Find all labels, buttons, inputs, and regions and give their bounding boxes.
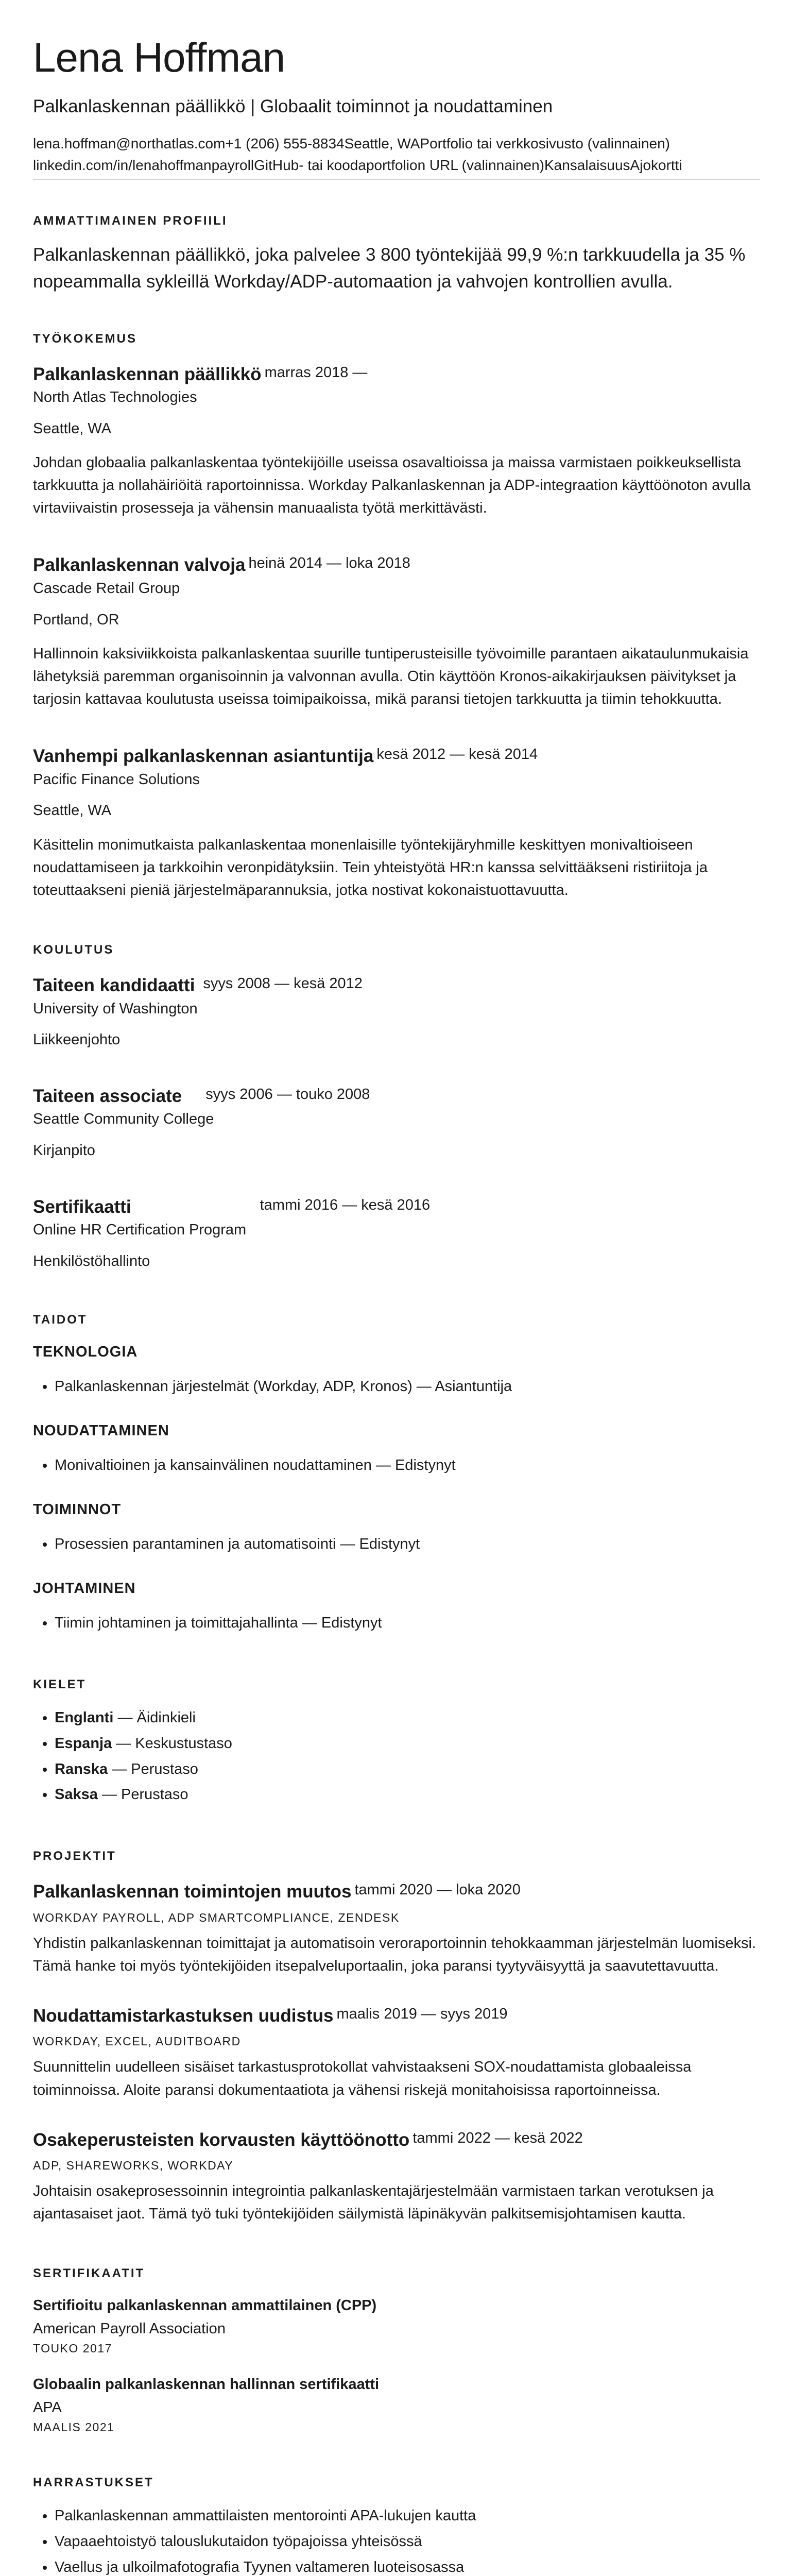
degree-title: Sertifikaatti bbox=[33, 1196, 131, 1217]
section-title: HARRASTUKSET bbox=[33, 2476, 154, 2490]
skill-group bbox=[33, 1580, 760, 1636]
languages-section bbox=[33, 1679, 760, 1808]
certifications-section bbox=[33, 2267, 760, 2434]
skill-group-title: NOUDATTAMINEN bbox=[33, 1422, 169, 1439]
experience-section bbox=[33, 333, 760, 902]
job-description: Johdan globaalia palkanlaskentaa työntekijöille useissa osavaltioissa ja maissa varmistaen poikkeuksellista tarkkuutta ja nollahäiriöitä raportoinnissa. Workday Palkanlaskennan ja ADP-integraation käyttöönoton avulla virtaviivaistin prosesseja ja vähensin manuaalista työtä merkittävästi. bbox=[33, 454, 751, 517]
language-level: — Keskustustaso bbox=[112, 1735, 232, 1752]
skill-group-title: TOIMINNOT bbox=[33, 1501, 122, 1518]
company-name: Pacific Finance Solutions bbox=[33, 771, 200, 788]
education-dates: syys 2006 — touko 2008 bbox=[205, 1086, 370, 1103]
section-title: KOULUTUS bbox=[33, 943, 114, 957]
language-name: Saksa bbox=[55, 1786, 98, 1803]
language-name: Ranska bbox=[55, 1760, 108, 1777]
language-level: — Perustaso bbox=[97, 1786, 188, 1803]
school-name: Seattle Community College bbox=[33, 1111, 214, 1128]
company-name: North Atlas Technologies bbox=[33, 389, 197, 405]
company-name: Cascade Retail Group bbox=[33, 580, 180, 597]
language-name: Espanja bbox=[55, 1735, 112, 1752]
field-of-study: Henkilöstöhallinto bbox=[33, 1252, 150, 1269]
interests-section bbox=[33, 2477, 760, 2576]
certification-date: MAALIS 2021 bbox=[33, 2420, 115, 2434]
job-description: Hallinnoin kaksiviikkoista palkanlaskentaa suurille tuntiperusteisille työvoimille parantaen aikataulunmukaisia lähetyksiä paremman organisoinnin ja valvonnan avulla. Otin käyttöön Kronos-aikakirjauksen päivitykset ja tarjosin kattavaa koulutusta useissa toimipaikoissa, mikä paransi tietojen tarkkuutta ja tiimin tehokkuutta. bbox=[33, 646, 749, 708]
header-divider bbox=[33, 179, 760, 180]
section-title: TAIDOT bbox=[33, 1313, 88, 1327]
education-dates: tammi 2016 — kesä 2016 bbox=[260, 1196, 431, 1213]
school-name: Online HR Certification Program bbox=[33, 1222, 247, 1239]
section-title: SERTIFIKAATIT bbox=[33, 2266, 145, 2281]
experience-entry bbox=[33, 553, 760, 710]
project-name: Osakeperusteisten korvausten käyttöönotto bbox=[33, 2129, 410, 2150]
section-title: KIELET bbox=[33, 1677, 87, 1691]
job-description: Käsittelin monimutkaista palkanlaskentaa monenlaisille työntekijäryhmille keskittyen monivaltioiseen noudattamiseen ja tarkkoihin veronpidätyksiin. Tein yhteistyötä HR:n kanssa selvittääkseni ristiriitoja ja toteuttaakseni pieniä järjestelmäparannuksia, jotka nostivat kokonaistuottavuutta. bbox=[33, 837, 708, 899]
project-entry bbox=[33, 2128, 760, 2226]
certification-date: TOUKO 2017 bbox=[33, 2342, 112, 2355]
language-level: — Perustaso bbox=[108, 1760, 198, 1777]
profile-summary: Palkanlaskennan päällikkö, joka palvelee 3 800 työntekijää 99,9 %:n tarkkuudella ja 35 % nopeammalla sykleillä Workday/ADP-automaation ja vahvojen kontrollien avulla. bbox=[33, 244, 746, 292]
certification-issuer: APA bbox=[33, 2399, 62, 2416]
project-technologies: ADP, SHAREWORKS, WORKDAY bbox=[33, 2159, 234, 2173]
contact-line: lena.hoffman@northatlas.com+1 (206) 555-8834Seattle, WAPortfolio tai verkkosivusto (valinnainen) bbox=[33, 135, 670, 151]
language-name: Englanti bbox=[55, 1709, 114, 1726]
section-title: AMMATTIMAINEN PROFIILI bbox=[33, 213, 228, 228]
field-of-study: Kirjanpito bbox=[33, 1142, 95, 1159]
projects-section bbox=[33, 1850, 760, 2225]
certification-entry bbox=[33, 2376, 760, 2434]
skill-group-title: TEKNOLOGIA bbox=[33, 1344, 138, 1361]
certification-name: Sertifioitu palkanlaskennan ammattilainen (CPP) bbox=[33, 2297, 377, 2314]
skill-group bbox=[33, 1422, 760, 1479]
job-title: Palkanlaskennan päällikkö bbox=[33, 364, 262, 384]
skill-group bbox=[33, 1344, 760, 1400]
interest-item: • Vaellus ja ulkoilmafotografia Tyynen valtameren luoteisosassa bbox=[55, 2555, 760, 2576]
skills-section bbox=[33, 1314, 760, 1636]
job-location: Portland, OR bbox=[33, 611, 119, 628]
language-item bbox=[55, 1705, 760, 1731]
job-dates: heinä 2014 — loka 2018 bbox=[248, 555, 410, 572]
education-entry bbox=[33, 1084, 760, 1161]
language-item bbox=[55, 1757, 760, 1783]
project-technologies: WORKDAY, EXCEL, AUDITBOARD bbox=[33, 2035, 241, 2048]
project-dates: tammi 2022 — kesä 2022 bbox=[412, 2129, 583, 2146]
certification-name: Globaalin palkanlaskennan hallinnan sertifikaatti bbox=[33, 2376, 380, 2393]
project-description: Yhdistin palkanlaskennan toimittajat ja automatisoin veroraportoinnin tehokkaamman järjestelmän luomiseksi. Tämä hanke toi myös työntekijöiden itsepalveluportaalin, joka paransi tyytyväisyyttä ja saavutettavuutta. bbox=[33, 1935, 756, 1974]
job-title: Palkanlaskennan valvoja bbox=[33, 555, 246, 575]
project-description: Suunnittelin uudelleen sisäiset tarkastusprotokollat vahvistaakseni SOX-noudattamista globaaleissa toiminnoissa. Aloite paransi dokumentaatiota ja vähensi riskejä monitahoisissa raportoinneissa. bbox=[33, 2059, 692, 2098]
skill-item: • Prosessien parantaminen ja automatisointi — Edistynyt bbox=[55, 1532, 760, 1557]
field-of-study: Liikkeenjohto bbox=[33, 1031, 121, 1048]
project-description: Johtaisin osakeprosessoinnin integrointia palkanlaskentajärjestelmään varmistaen tarkan verotuksen ja ajantasaiset jaot. Tämä työ tuki työntekijöiden säilymistä läpinäkyvän palkitsemisjohtamisen kautta. bbox=[33, 2183, 714, 2223]
project-entry bbox=[33, 2004, 760, 2102]
certification-issuer: American Payroll Association bbox=[33, 2320, 226, 2337]
skill-group bbox=[33, 1501, 760, 1557]
experience-entry bbox=[33, 744, 760, 902]
education-entry bbox=[33, 1195, 760, 1272]
project-name: Palkanlaskennan toimintojen muutos bbox=[33, 1882, 352, 1902]
section-title: TYÖKOKEMUS bbox=[33, 331, 137, 346]
interest-item: • Palkanlaskennan ammattilaisten mentorointi APA-lukujen kautta bbox=[55, 2503, 760, 2529]
project-entry bbox=[33, 1880, 760, 1977]
job-location: Seattle, WA bbox=[33, 802, 112, 819]
headline: Palkanlaskennan päällikkö | Globaalit toiminnot ja noudattaminen bbox=[33, 96, 553, 116]
skill-item: • Monivaltioinen ja kansainvälinen noudattaminen — Edistynyt bbox=[55, 1453, 760, 1479]
skill-item: • Tiimin johtaminen ja toimittajahallinta — Edistynyt bbox=[55, 1611, 760, 1636]
education-dates: syys 2008 — kesä 2012 bbox=[203, 975, 363, 992]
education-entry bbox=[33, 974, 760, 1050]
project-dates: maalis 2019 — syys 2019 bbox=[336, 2005, 508, 2022]
language-item bbox=[55, 1731, 760, 1757]
school-name: University of Washington bbox=[33, 1000, 198, 1017]
profile-section bbox=[33, 215, 760, 296]
language-item bbox=[55, 1782, 760, 1808]
job-location: Seattle, WA bbox=[33, 420, 112, 437]
job-dates: kesä 2012 — kesä 2014 bbox=[376, 746, 538, 763]
job-title: Vanhempi palkanlaskennan asiantuntija bbox=[33, 746, 374, 767]
language-level: — Äidinkieli bbox=[113, 1709, 196, 1726]
project-dates: tammi 2020 — loka 2020 bbox=[354, 1882, 521, 1899]
skill-group-title: JOHTAMINEN bbox=[33, 1580, 136, 1597]
section-title: PROJEKTIT bbox=[33, 1849, 116, 1863]
interest-item: • Vapaaehtoistyö talouslukutaidon työpajoissa yhteisössä bbox=[55, 2529, 760, 2555]
certification-entry bbox=[33, 2297, 760, 2355]
degree-title: Taiteen kandidaatti bbox=[33, 975, 195, 996]
candidate-name: Lena Hoffman bbox=[33, 35, 285, 80]
education-section bbox=[33, 944, 760, 1272]
experience-entry bbox=[33, 363, 760, 520]
project-technologies: WORKDAY PAYROLL, ADP SMARTCOMPLIANCE, ZENDESK bbox=[33, 1910, 400, 1924]
contact-info bbox=[33, 133, 760, 176]
degree-title: Taiteen associate bbox=[33, 1086, 182, 1106]
contact-line: linkedin.com/in/lenahoffmanpayrollGitHub- tai koodaportfolion URL (valinnainen)KansalaisuusAjokortti bbox=[33, 157, 682, 173]
job-dates: marras 2018 — bbox=[264, 364, 368, 381]
project-name: Noudattamistarkastuksen uudistus bbox=[33, 2005, 334, 2026]
skill-item: • Palkanlaskennan järjestelmät (Workday, ADP, Kronos) — Asiantuntija bbox=[55, 1374, 760, 1400]
